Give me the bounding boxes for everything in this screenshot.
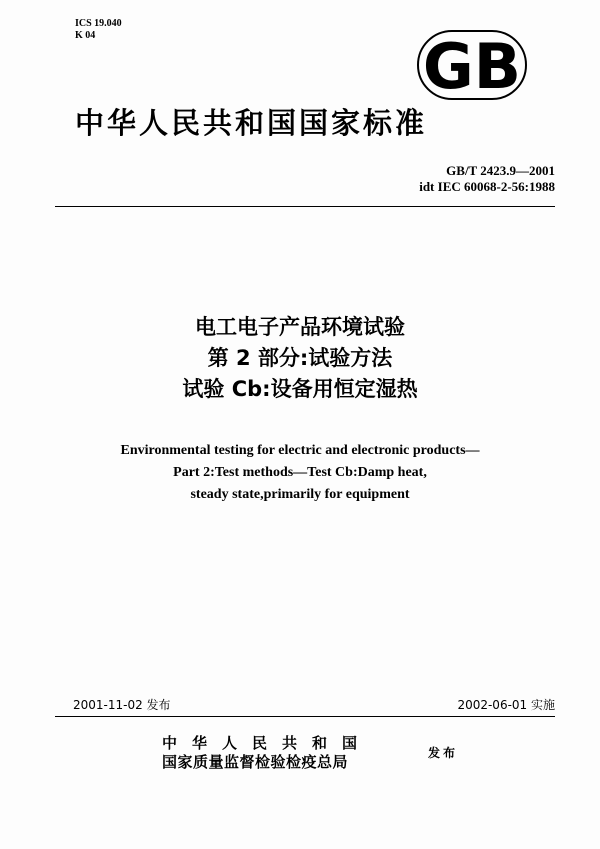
ccs-code: K 04 [75,30,96,41]
issue-date: 2001-11-02 发布 [73,698,171,712]
top-divider [55,206,555,207]
classification-codes [75,18,122,42]
issue-action: 发布 [428,746,459,760]
ics-code: ICS 19.040 [75,18,122,29]
implementation-date: 2002-06-01 实施 [457,698,555,712]
english-title [0,440,600,506]
chinese-title-line-2: 第 2 部分:试验方法 [207,346,393,370]
standard-code-block [419,163,555,194]
chinese-title [0,312,600,405]
issuer-line-1: 中华人民共和国 [162,734,373,752]
standard-number: GB/T 2423.9—2001 [446,163,555,178]
issuing-authority [162,734,372,772]
english-title-line-1: Environmental testing for electric and electronic products— [120,443,480,458]
bottom-divider [55,716,555,717]
iec-equivalent: idt IEC 60068-2-56:1988 [419,179,555,194]
chinese-title-line-1: 电工电子产品环境试验 [195,315,405,339]
standard-category-title: 中华人民共和国国家标准 [75,106,428,140]
chinese-title-line-3: 试验 Cb:设备用恒定湿热 [182,377,418,401]
english-title-line-3: steady state,primarily for equipment [190,487,410,502]
english-title-line-2: Part 2:Test methods—Test Cb:Damp heat, [173,465,427,480]
gb-logo-text: GB [422,30,522,100]
gb-logo [417,30,527,100]
issuer-line-2: 国家质量监督检验检疫总局 [162,753,349,771]
